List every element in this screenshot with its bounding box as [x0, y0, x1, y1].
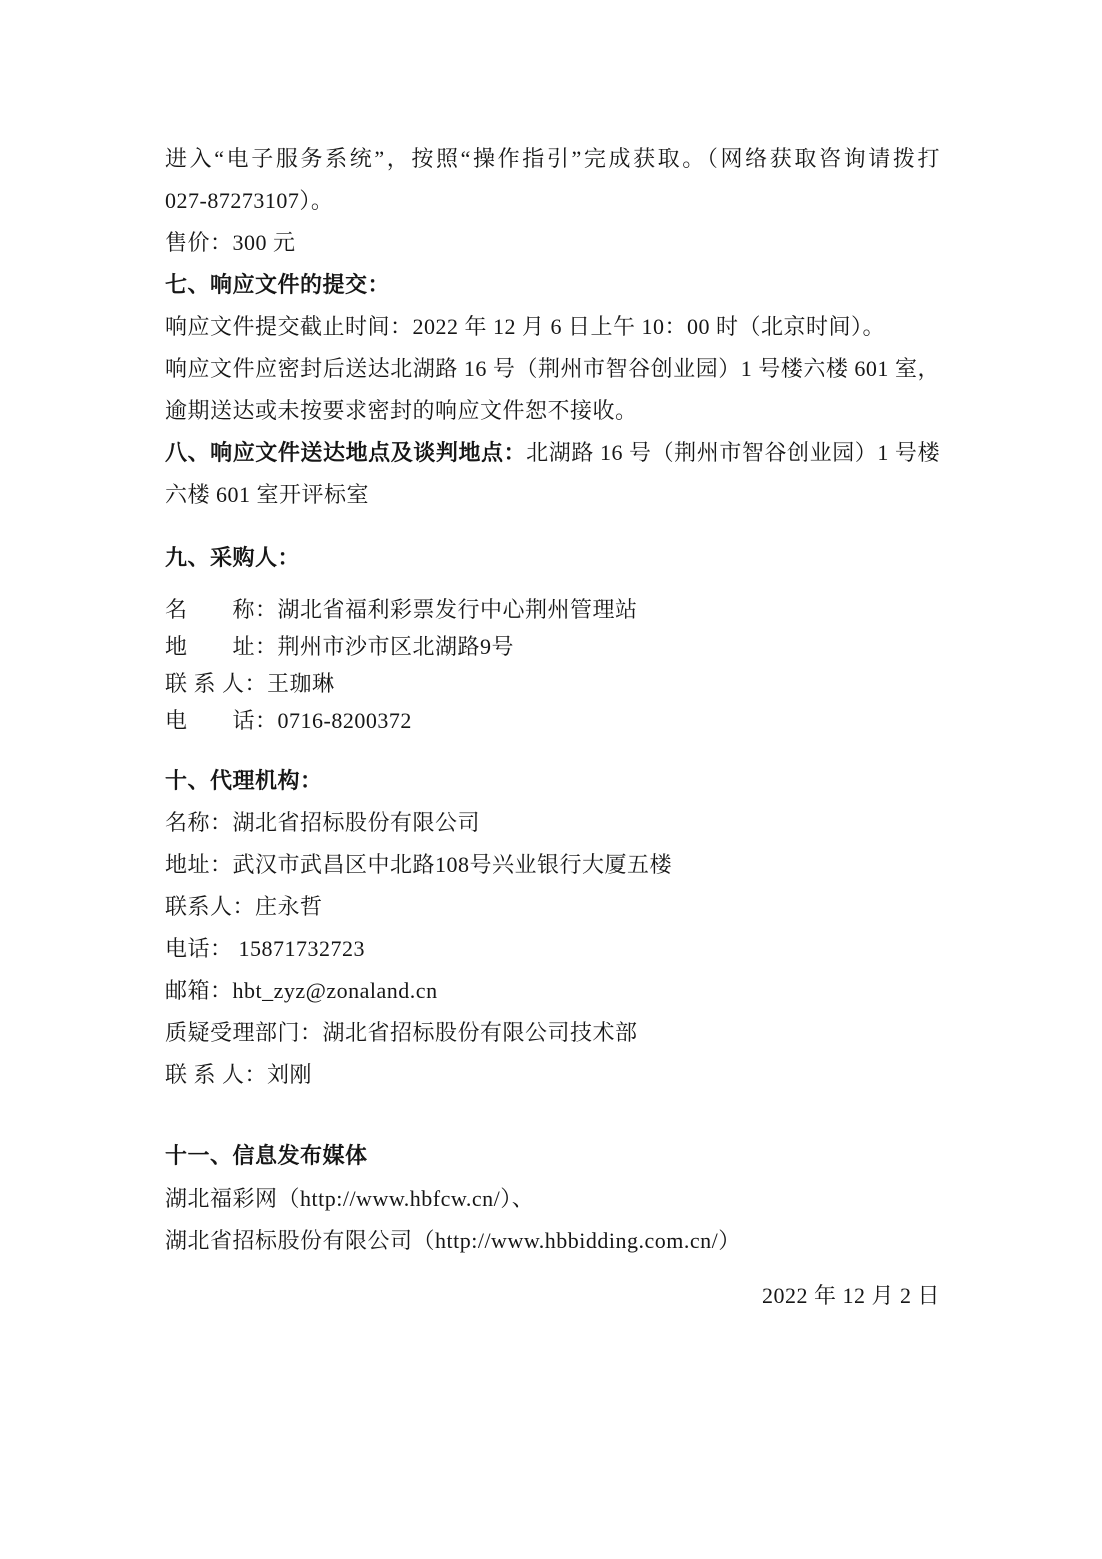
section-11-heading: 十一、信息发布媒体	[165, 1143, 368, 1168]
media-list	[165, 1178, 940, 1262]
agency-dispute-dept: 质疑受理部门：湖北省招标股份有限公司技术部	[165, 1020, 638, 1045]
delivery-line-1: 响应文件应密封后送达北湖路 16 号（荆州市智谷创业园）1 号楼六楼 601 室，	[165, 356, 940, 381]
document-date: 2022 年 12 月 2 日	[761, 1283, 940, 1308]
agency-contact-2: 联 系 人：刘刚	[165, 1062, 313, 1087]
intro-line-2: 027-87273107）。	[165, 188, 334, 213]
purchaser-name: 名 称：湖北省福利彩票发行中心荆州管理站	[165, 597, 638, 622]
section-8-address-part-2: 六楼 601 室开评标室	[165, 482, 370, 507]
section-10-heading: 十、代理机构：	[165, 768, 323, 793]
purchaser-contact: 联 系 人：王珈琳	[165, 671, 335, 696]
purchaser-phone: 电 话：0716-8200372	[165, 708, 412, 733]
intro-line-1: 进入“电子服务系统”，按照“操作指引”完成获取。（网络获取咨询请拨打	[165, 146, 940, 171]
agency-contact: 联系人：庄永哲	[165, 894, 323, 919]
agency-email: 邮箱：hbt_zyz@zonaland.cn	[165, 978, 438, 1003]
agency-address: 地址：武汉市武昌区中北路108号兴业银行大厦五楼	[165, 852, 673, 877]
media-line-1: 湖北福彩网（http://www.hbfcw.cn/）、	[165, 1186, 535, 1211]
section-7-heading: 七、响应文件的提交：	[165, 272, 391, 297]
purchaser-address: 地 址：荆州市沙市区北湖路9号	[165, 634, 515, 659]
agency-name: 名称：湖北省招标股份有限公司	[165, 810, 481, 835]
agency-phone: 电话： 15871732723	[165, 936, 366, 961]
section-8-address-part-1: 北湖路 16 号（荆州市智谷创业园）1 号楼	[526, 440, 940, 465]
deadline-line: 响应文件提交截止时间：2022 年 12 月 6 日上午 10：00 时（北京时间）。	[165, 314, 886, 339]
media-line-2: 湖北省招标股份有限公司（http://www.hbbidding.com.cn/）	[165, 1228, 741, 1253]
agency-info	[165, 802, 940, 1096]
section-8-line-1	[165, 432, 940, 474]
section-8-heading: 八、响应文件送达地点及谈判地点：	[165, 440, 527, 465]
price-line: 售价：300 元	[165, 230, 296, 255]
delivery-line-2: 逾期送达或未按要求密封的响应文件恕不接收。	[165, 398, 638, 423]
section-9-heading: 九、采购人：	[165, 545, 301, 570]
purchaser-info	[165, 591, 940, 739]
